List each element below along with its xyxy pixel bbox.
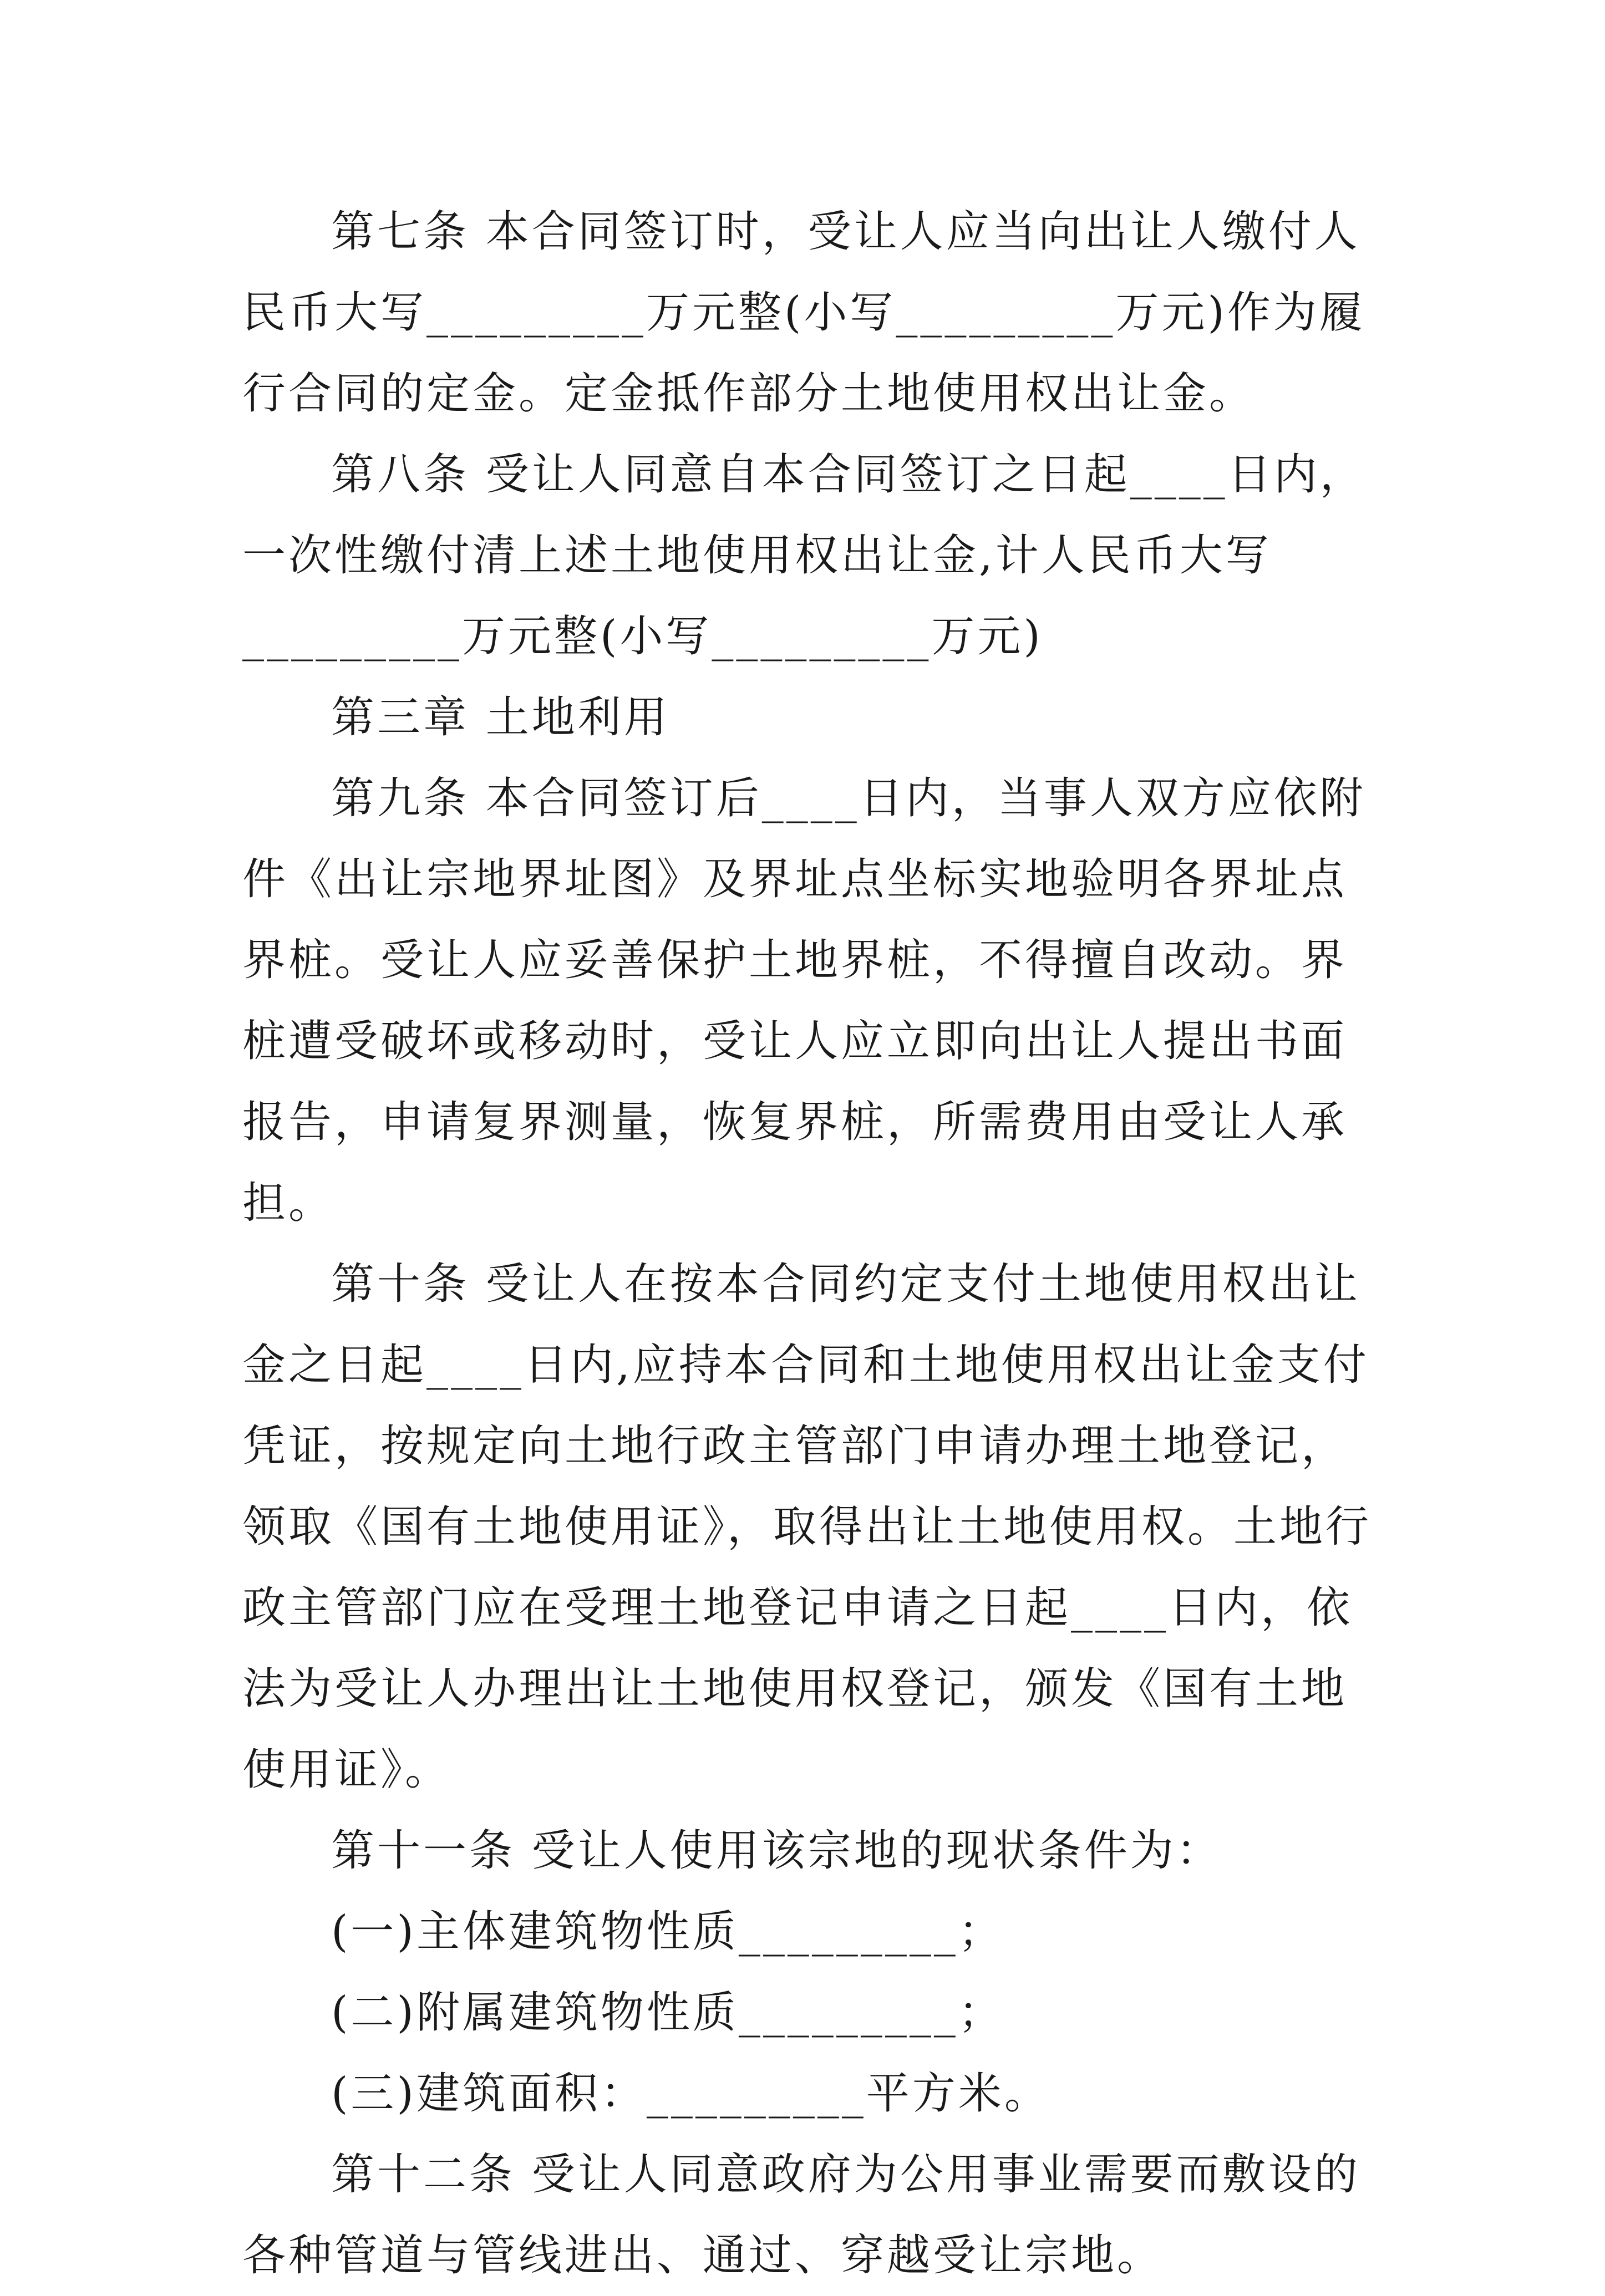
chapter-3-heading: 第三章 土地利用: [331, 693, 670, 742]
article-7: 第七条 本合同签订时，受让人应当向出让人缴付人民币大写_________万元整(小写_________万元)作为履行合同的定金。定金抵作部分土地使用权出让金。: [242, 207, 1365, 419]
article-12: 第十二条 受让人同意政府为公用事业需要而敷设的各种管道与管线进出、通过、穿越受让宗地。: [242, 2150, 1360, 2280]
article-11-item-1: (一)主体建筑物性质_________；: [331, 1907, 1004, 1957]
article-11-item-2: (二)附属建筑物性质_________；: [331, 1988, 1004, 2038]
article-10: 第十条 受让人在按本合同约定支付土地使用权出让金之日起____日内,应持本合同和土地使用权出让金支付凭证，按规定向土地行政主管部门申请办理土地登记，领取《国有土地使用证》，取得出让土地使用权。土地行政主管部门应在受理土地登记申请之日起____日内，依法为受让人办理出让土地使用权登记，颁发《国有土地使用证》。: [242, 1259, 1372, 1795]
article-11-item-3: (三)建筑面积：_________平方米。: [331, 2069, 1050, 2119]
article-9: 第九条 本合同签订后____日内，当事人双方应依附件《出让宗地界址图》及界址点坐标实地验明各界址点界桩。受让人应妥善保护土地界桩，不得擅自改动。界桩遭受破坏或移动时，受让人应立即向出让人提出书面报告，申请复界测量，恢复界桩，所需费用由受让人承担。: [242, 773, 1366, 1228]
article-8: 第八条 受让人同意自本合同签订之日起____日内，一次性缴付清上述土地使用权出让金,计人民币大写_________万元整(小写_________万元): [242, 450, 1366, 661]
document-body: [242, 191, 1379, 2296]
article-11: 第十一条 受让人使用该宗地的现状条件为：: [331, 1826, 1222, 1876]
